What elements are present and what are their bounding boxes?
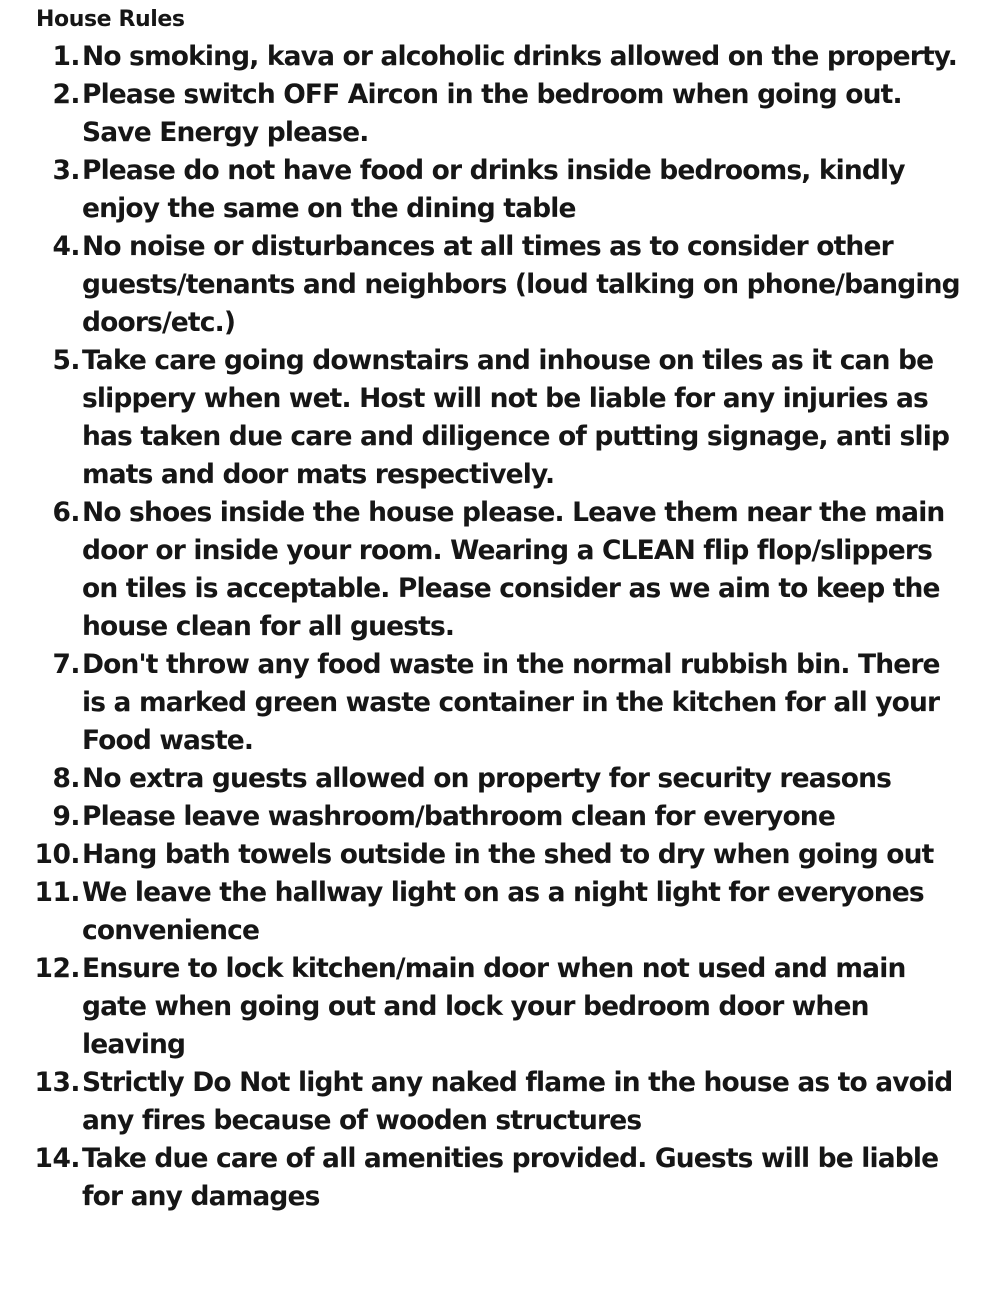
- rule-text: Please switch OFF Aircon in the bedroom when going out. Save Energy please.: [82, 79, 902, 148]
- rule-item-7: [0, 646, 962, 760]
- rule-text: Don't throw any food waste in the normal rubbish bin. There is a marked green waste container in the kitchen for all your Food waste.: [82, 649, 940, 756]
- rule-item-2: [0, 76, 962, 152]
- rule-number: 8.: [52, 763, 80, 794]
- rule-number: 6.: [52, 497, 80, 528]
- rule-number: 11.: [34, 877, 80, 908]
- rule-text: Please do not have food or drinks inside bedrooms, kindly enjoy the same on the dining table: [82, 155, 905, 224]
- rule-text: We leave the hallway light on as a night light for everyones convenience: [82, 877, 924, 946]
- rule-number: 12.: [34, 953, 80, 984]
- rule-number: 2.: [52, 79, 80, 110]
- rule-item-3: [0, 152, 962, 228]
- rule-item-6: [0, 494, 962, 646]
- rule-item-4: [0, 228, 962, 342]
- rule-text: No shoes inside the house please. Leave them near the main door or inside your room. Wearing a CLEAN flip flop/slippers on tiles is acceptable. Please consider as we aim to keep the house clean for all guests.: [82, 497, 945, 642]
- rule-text: Take due care of all amenities provided. Guests will be liable for any damages: [82, 1143, 939, 1212]
- rule-number: 9.: [52, 801, 80, 832]
- rule-number: 14.: [34, 1143, 80, 1174]
- rule-item-14: [0, 1140, 962, 1216]
- rule-text: Ensure to lock kitchen/main door when not used and main gate when going out and lock your bedroom door when leaving: [82, 953, 906, 1060]
- rule-number: 3.: [52, 155, 80, 186]
- rule-number: 1.: [52, 41, 80, 72]
- rule-item-8: [0, 760, 962, 798]
- rule-text: No noise or disturbances at all times as to consider other guests/tenants and neighbors (loud talking on phone/banging doors/etc.): [82, 231, 960, 338]
- rule-number: 13.: [34, 1067, 80, 1098]
- rule-item-12: [0, 950, 962, 1064]
- rule-number: 4.: [52, 231, 80, 262]
- rule-item-1: [0, 38, 962, 76]
- rules-list: [0, 38, 1000, 1216]
- rule-text: Strictly Do Not light any naked flame in the house as to avoid any fires because of wooden structures: [82, 1067, 953, 1136]
- rule-item-9: [0, 798, 962, 836]
- rule-item-11: [0, 874, 962, 950]
- rule-text: No extra guests allowed on property for security reasons: [82, 763, 892, 794]
- page-title: House Rules: [36, 7, 185, 32]
- rule-item-10: [0, 836, 962, 874]
- rule-text: Please leave washroom/bathroom clean for everyone: [82, 801, 835, 832]
- rule-number: 7.: [52, 649, 80, 680]
- rule-item-13: [0, 1064, 962, 1140]
- rule-number: 5.: [52, 345, 80, 376]
- rule-item-5: [0, 342, 962, 494]
- rule-text: No smoking, kava or alcoholic drinks allowed on the property.: [82, 41, 958, 72]
- rule-text: Take care going downstairs and inhouse on tiles as it can be slippery when wet. Host will not be liable for any injuries as has taken due care and diligence of putting signage, anti slip mats and door mats respectively.: [82, 345, 950, 490]
- rule-text: Hang bath towels outside in the shed to dry when going out: [82, 839, 934, 870]
- rule-number: 10.: [34, 839, 80, 870]
